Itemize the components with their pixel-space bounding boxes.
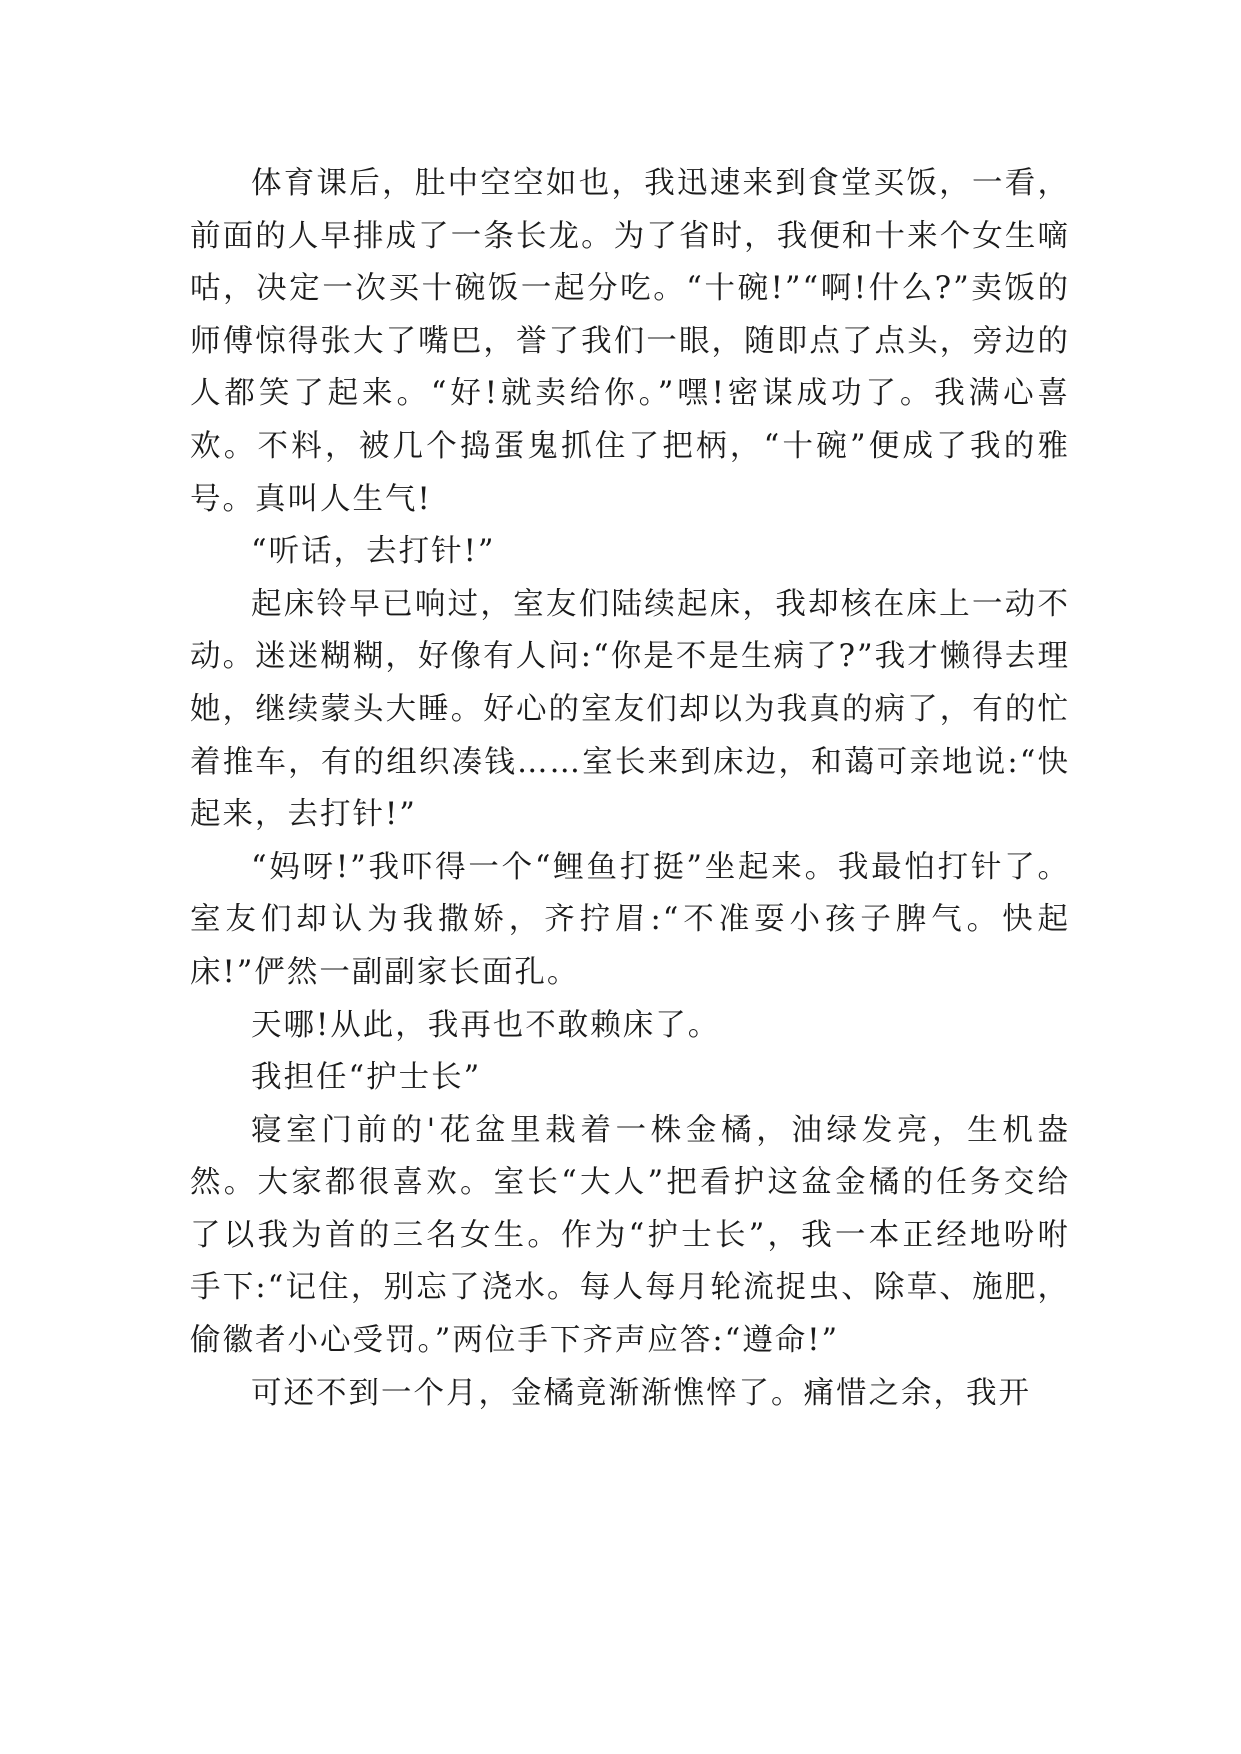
section-heading-injection: “听话，去打针!” <box>251 534 496 570</box>
paragraph-wake-up: 起床铃早已响过，室友们陆续起床，我却核在床上一动不动。迷迷糊糊，好像有人问:“你是不是生病了?”我才懒得去理她，继续蒙头大睡。好心的室友们却以为我真的病了，有的忙着推车，有的组织凑钱……室长来到床边，和蔼可亲地说:“快起来，去打针!” <box>190 586 1070 833</box>
paragraph-withering: 可还不到一个月，金橘竟渐渐憔悴了。痛惜之余，我开 <box>251 1375 1031 1411</box>
body-text <box>190 158 1070 1420</box>
paragraph-kumquat: 寝室门前的'花盆里栽着一株金橘，油绿发亮，生机盎然。大家都很喜欢。室长“大人”把看护这盆金橘的任务交给了以我为首的三名女生。作为“护士长”，我一本正经地吩咐手下:“记住，别忘了浇水。每人每月轮流捉虫、除草、施肥，偷徽者小心受罚。”两位手下齐声应答:“遵命!” <box>190 1112 1070 1359</box>
paragraph-no-more-sleeping-in: 天哪!从此，我再也不敢赖床了。 <box>251 1007 721 1043</box>
paragraph-cafeteria: 体育课后，肚中空空如也，我迅速来到食堂买饭，一看，前面的人早排成了一条长龙。为了省时，我便和十来个女生嘀咕，决定一次买十碗饭一起分吃。“十碗!”“啊!什么?”卖饭的师傅惊得张大了嘴巴，誉了我们一眼，随即点了点头，旁边的人都笑了起来。“好!就卖给你。”嘿!密谋成功了。我满心喜欢。不料，被几个捣蛋鬼抓住了把柄，“十碗”便成了我的雅号。真叫人生气! <box>190 166 1070 517</box>
paragraph-scared: “妈呀!”我吓得一个“鲤鱼打挺”坐起来。我最怕打针了。室友们却认为我撒娇，齐拧眉:“不准耍小孩子脾气。快起床!”俨然一副副家长面孔。 <box>190 849 1070 990</box>
section-heading-head-nurse: 我担任“护士长” <box>251 1060 482 1096</box>
